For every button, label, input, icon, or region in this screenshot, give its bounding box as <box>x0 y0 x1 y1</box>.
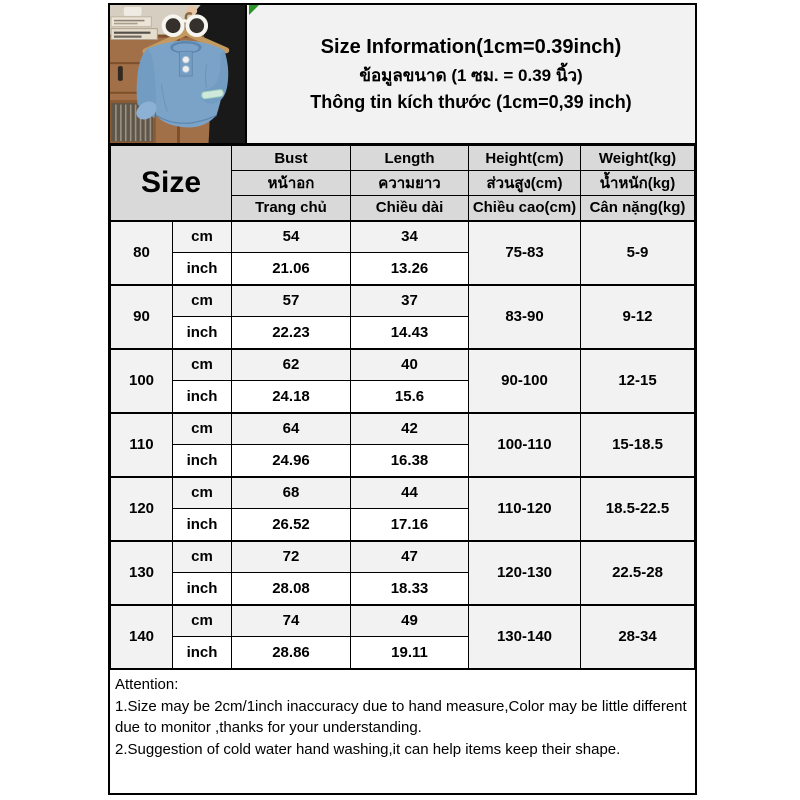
bust-cm: 68 <box>232 477 351 509</box>
length-cm: 34 <box>351 221 469 253</box>
weight-range: 28-34 <box>581 605 695 669</box>
col-header-bust-en: Bust <box>232 146 351 171</box>
weight-range: 9-12 <box>581 285 695 349</box>
col-header-bust-vi: Trang chủ <box>232 196 351 221</box>
table-row-cm <box>111 541 695 573</box>
table-row-cm <box>111 413 695 445</box>
attention-notes <box>110 669 695 793</box>
title-vietnamese: Thông tin kích thước (1cm=0,39 inch) <box>310 91 632 112</box>
size-label: 140 <box>111 605 173 669</box>
unit-inch-label: inch <box>173 573 232 605</box>
unit-cm-label: cm <box>173 605 232 637</box>
bust-inch: 24.96 <box>232 445 351 477</box>
length-inch: 15.6 <box>351 381 469 413</box>
height-range: 83-90 <box>469 285 581 349</box>
unit-inch-label: inch <box>173 253 232 285</box>
size-label: 120 <box>111 477 173 541</box>
bust-cm: 57 <box>232 285 351 317</box>
table-row-cm <box>111 477 695 509</box>
unit-inch-label: inch <box>173 317 232 349</box>
bust-inch: 28.08 <box>232 573 351 605</box>
table-row-cm <box>111 349 695 381</box>
product-photo-illustration <box>110 5 245 143</box>
table-row-cm <box>111 285 695 317</box>
bust-inch: 24.18 <box>232 381 351 413</box>
attention-line-2: 2.Suggestion of cold water hand washing,it can help items keep their shape. <box>115 740 621 758</box>
col-header-height-vi: Chiều cao(cm) <box>469 196 581 221</box>
size-chart-sheet <box>108 3 697 795</box>
attention-line-1: 1.Size may be 2cm/1inch inaccuracy due to hand measure,Color may be little different due to monitor ,thanks for your understanding. <box>115 697 687 736</box>
wall-signs <box>111 17 157 40</box>
unit-cm-label: cm <box>173 413 232 445</box>
green-corner-marker <box>249 5 259 15</box>
bust-inch: 28.86 <box>232 637 351 669</box>
bust-inch: 21.06 <box>232 253 351 285</box>
col-header-weight-en: Weight(kg) <box>581 146 695 171</box>
length-inch: 16.38 <box>351 445 469 477</box>
col-header-weight-th: น้ำหนัก(kg) <box>581 171 695 196</box>
size-table-body <box>111 221 695 669</box>
weight-range: 12-15 <box>581 349 695 413</box>
unit-cm-label: cm <box>173 477 232 509</box>
bust-inch: 22.23 <box>232 317 351 349</box>
unit-inch-label: inch <box>173 381 232 413</box>
weight-range: 22.5-28 <box>581 541 695 605</box>
unit-cm-label: cm <box>173 349 232 381</box>
col-header-length-th: ความยาว <box>351 171 469 196</box>
weight-range: 18.5-22.5 <box>581 477 695 541</box>
length-inch: 13.26 <box>351 253 469 285</box>
size-label: 80 <box>111 221 173 285</box>
table-row-cm <box>111 605 695 637</box>
length-inch: 14.43 <box>351 317 469 349</box>
height-range: 100-110 <box>469 413 581 477</box>
unit-cm-label: cm <box>173 541 232 573</box>
unit-cm-label: cm <box>173 221 232 253</box>
weight-range: 15-18.5 <box>581 413 695 477</box>
height-range: 110-120 <box>469 477 581 541</box>
bust-cm: 54 <box>232 221 351 253</box>
unit-inch-label: inch <box>173 445 232 477</box>
length-cm: 40 <box>351 349 469 381</box>
bust-cm: 72 <box>232 541 351 573</box>
length-cm: 49 <box>351 605 469 637</box>
table-row-cm <box>111 221 695 253</box>
length-cm: 37 <box>351 285 469 317</box>
size-table <box>110 145 695 669</box>
size-label: 130 <box>111 541 173 605</box>
length-inch: 19.11 <box>351 637 469 669</box>
bust-cm: 64 <box>232 413 351 445</box>
size-label: 110 <box>111 413 173 477</box>
height-range: 75-83 <box>469 221 581 285</box>
length-cm: 47 <box>351 541 469 573</box>
attention-heading: Attention: <box>115 676 179 693</box>
length-inch: 17.16 <box>351 509 469 541</box>
length-inch: 18.33 <box>351 573 469 605</box>
col-header-height-th: ส่วนสูง(cm) <box>469 171 581 196</box>
height-range: 90-100 <box>469 349 581 413</box>
height-range: 120-130 <box>469 541 581 605</box>
shirt <box>133 40 228 127</box>
size-label: 90 <box>111 285 173 349</box>
unit-inch-label: inch <box>173 509 232 541</box>
unit-inch-label: inch <box>173 637 232 669</box>
col-header-bust-th: หน้าอก <box>232 171 351 196</box>
title-thai: ข้อมูลขนาด (1 ซม. = 0.39 นิ้ว) <box>359 65 583 85</box>
col-header-length-en: Length <box>351 146 469 171</box>
title-english: Size Information(1cm=0.39inch) <box>320 35 622 58</box>
product-photo <box>110 5 247 143</box>
title-panel <box>247 5 695 143</box>
length-cm: 44 <box>351 477 469 509</box>
header-row <box>110 5 695 145</box>
unit-cm-label: cm <box>173 285 232 317</box>
length-cm: 42 <box>351 413 469 445</box>
weight-range: 5-9 <box>581 221 695 285</box>
size-header-cell: Size <box>111 146 232 221</box>
bust-cm: 62 <box>232 349 351 381</box>
col-header-weight-vi: Cân nặng(kg) <box>581 196 695 221</box>
bust-inch: 26.52 <box>232 509 351 541</box>
col-header-length-vi: Chiều dài <box>351 196 469 221</box>
bust-cm: 74 <box>232 605 351 637</box>
height-range: 130-140 <box>469 605 581 669</box>
size-label: 100 <box>111 349 173 413</box>
size-table-head <box>111 146 695 221</box>
col-header-height-en: Height(cm) <box>469 146 581 171</box>
